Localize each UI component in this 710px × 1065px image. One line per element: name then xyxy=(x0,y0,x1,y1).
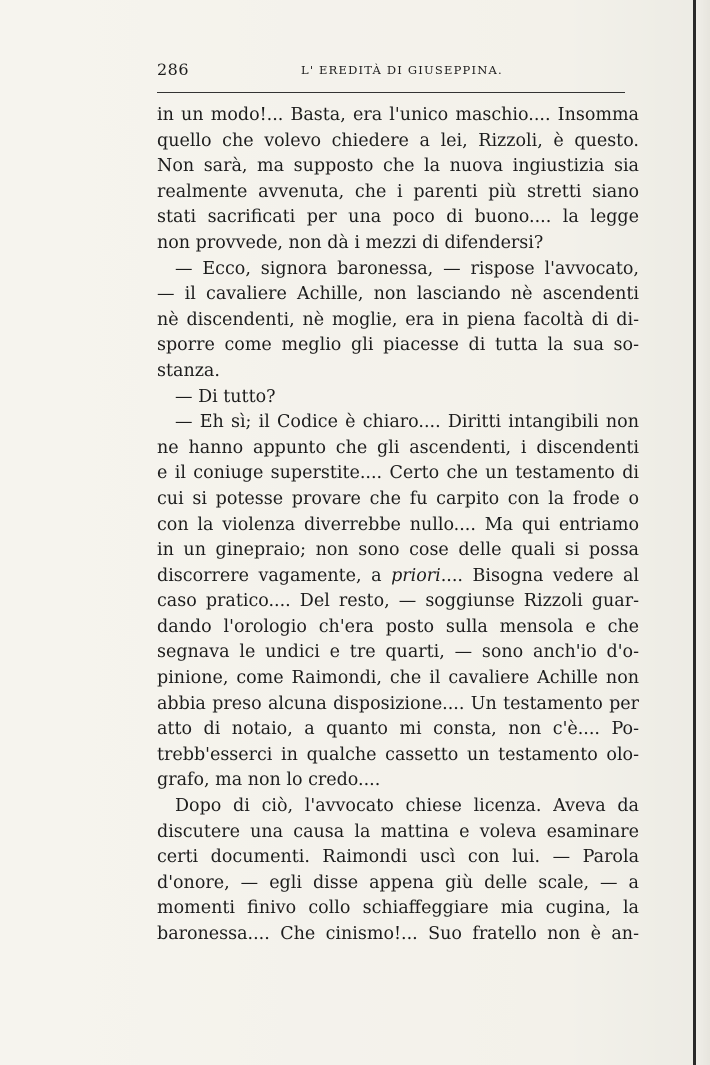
text-line: cui si potesse provare che fu carpito con la frode o xyxy=(157,488,639,509)
text-line: — Ecco, signora baronessa, — rispose l'avvocato, xyxy=(175,258,639,279)
page-number: 286 xyxy=(157,60,190,79)
text-segment: discorrere vagamente, a xyxy=(157,565,382,586)
text-line: caso pratico.... Del resto, — soggiunse Rizzoli guar- xyxy=(157,591,639,612)
binding-shade xyxy=(696,0,710,1065)
binding-edge xyxy=(693,0,696,1065)
running-title: L' EREDITÀ DI GIUSEPPINA. xyxy=(301,63,503,77)
text-line: d'onore, — egli disse appena giù delle scale, — a xyxy=(157,872,639,893)
text-line: stanza. xyxy=(157,360,220,381)
text-line: — Di tutto? xyxy=(175,386,276,407)
text-line: con la violenza diverrebbe nullo.... Ma qui entriamo xyxy=(157,514,639,535)
text-line: ne hanno appunto che gli ascendenti, i discendenti xyxy=(157,437,639,458)
text-line: atto di notaio, a quanto mi consta, non c'è.... Po- xyxy=(157,719,639,740)
text-line: — Eh sì; il Codice è chiaro.... Diritti intangibili non xyxy=(175,412,639,433)
text-line: in un modo!... Basta, era l'unico maschio.... Insomma xyxy=(157,105,639,125)
text-line-mixed xyxy=(157,564,639,590)
body-text xyxy=(157,103,639,948)
header-rule xyxy=(157,92,625,93)
text-line: — il cavaliere Achille, non lasciando nè ascendenti xyxy=(157,284,639,305)
text-line: sporre come meglio gli piacesse di tutta la sua so- xyxy=(157,335,639,356)
text-line: quello che volevo chiedere a lei, Rizzoli, è questo. xyxy=(157,130,639,151)
text-line: baronessa.... Che cinismo!... Suo fratello non è an- xyxy=(157,924,639,944)
text-line: Non sarà, ma supposto che la nuova ingiustizia sia xyxy=(157,156,639,177)
text-line: e il coniuge superstite.... Certo che un testamento di xyxy=(157,463,639,484)
text-line: nè discendenti, nè moglie, era in piena facoltà di di- xyxy=(157,309,639,330)
text-line: dando l'orologio ch'era posto sulla mensola e che xyxy=(157,616,639,637)
text-line: discutere una causa la mattina e voleva esaminare xyxy=(157,821,639,842)
text-line: realmente avvenuta, che i parenti più stretti siano xyxy=(157,181,639,202)
text-line: abbia preso alcuna disposizione.... Un testamento per xyxy=(157,693,639,714)
text-line: momenti finivo collo schiaffeggiare mia cugina, la xyxy=(157,898,639,919)
text-line: grafo, ma non lo credo.... xyxy=(157,770,381,791)
italic-word: priori xyxy=(391,565,441,586)
text-line: certi documenti. Raimondi uscì con lui. — Parola xyxy=(157,847,639,868)
page-header xyxy=(157,60,627,84)
text-line: stati sacrificati per una poco di buono.... la legge xyxy=(157,207,639,228)
text-line: non provvede, non dà i mezzi di difendersi? xyxy=(157,232,544,253)
text-line: Dopo di ciò, l'avvocato chiese licenza. Aveva da xyxy=(175,796,639,817)
text-line: trebb'esserci in qualche cassetto un testamento olo- xyxy=(157,744,639,765)
text-line: segnava le undici e tre quarti, — sono anch'io d'o- xyxy=(157,642,639,663)
text-line: in un ginepraio; non sono cose delle quali si possa xyxy=(157,540,639,561)
text-segment: .... Bisogna vedere al xyxy=(440,565,639,586)
text-line: pinione, come Raimondi, che il cavaliere Achille non xyxy=(157,668,639,689)
